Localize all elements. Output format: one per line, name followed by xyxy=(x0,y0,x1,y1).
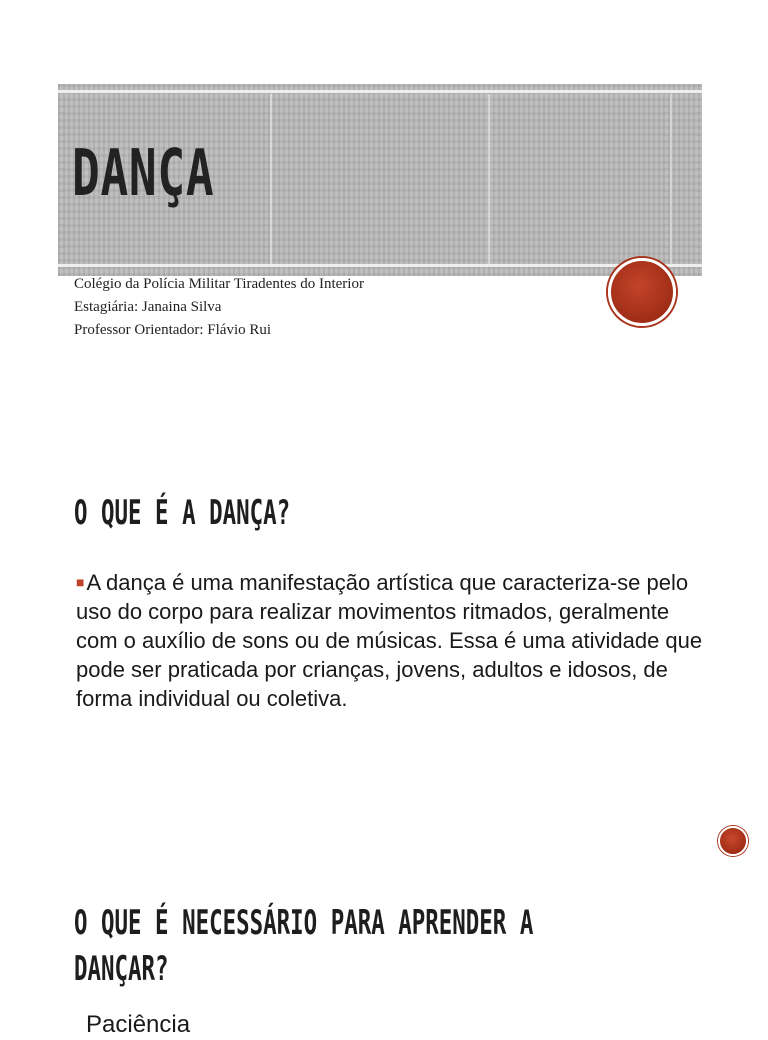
title-slide xyxy=(0,0,768,390)
title-band-top-rule xyxy=(58,90,702,93)
slide-title: DANÇA xyxy=(72,137,215,211)
subtitle-school: Colégio da Polícia Militar Tiradentes do Interior xyxy=(74,276,364,292)
title-band-panel-divider xyxy=(488,94,490,264)
bullet-paragraph xyxy=(76,568,716,713)
bullet-text: A dança é uma manifestação artística que caracteriza-se pelo uso do corpo para realizar movimentos ritmados, geralmente com o auxílio de sons ou de músicas. Essa é uma atividade que pode ser praticada por crianças, jovens, adultos e idosos, de forma individual ou coletiva. xyxy=(76,570,703,711)
decorative-circle-small xyxy=(718,826,748,856)
section-heading-what-is-needed: O QUE É NECESSÁRIO PARA APRENDER A xyxy=(74,903,534,943)
title-band-panel-divider xyxy=(270,94,272,264)
subtitle-professor: Professor Orientador: Flávio Rui xyxy=(74,322,272,338)
decorative-circle xyxy=(608,258,676,326)
subtitle-intern: Estagiária: Janaina Silva xyxy=(74,299,222,315)
title-band-side-strip xyxy=(670,94,672,264)
partial-bullet-text: Paciência xyxy=(86,1011,191,1038)
title-band-bottom-rule xyxy=(58,264,702,267)
section-heading-what-is-dance: O QUE É A DANÇA? xyxy=(74,493,291,533)
section-heading-what-is-needed-line2: DANÇAR? xyxy=(74,949,169,989)
bullet-square-icon: ■ xyxy=(76,574,85,590)
